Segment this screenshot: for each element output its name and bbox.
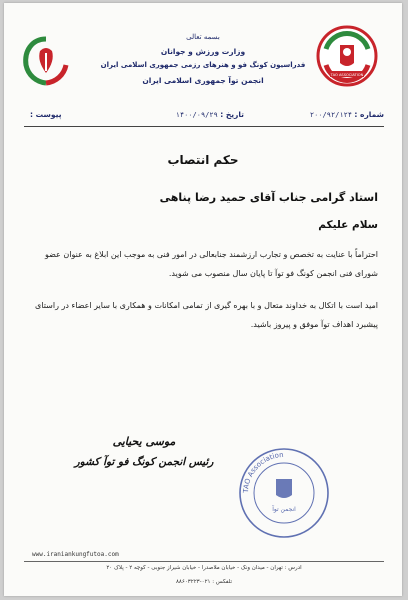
header-divider bbox=[24, 126, 384, 127]
footer-website[interactable]: www.iraniankungfutoa.com bbox=[32, 551, 119, 558]
footer-phone: تلفکس : ۰۲۱-۸۸۶۰۳۲۲۳ bbox=[175, 579, 233, 585]
number-label: شماره : bbox=[354, 110, 384, 119]
letterhead bbox=[4, 21, 402, 116]
letter-number bbox=[310, 110, 384, 119]
date-value: ۱۴۰۰/۰۹/۲۹ bbox=[175, 111, 218, 119]
stamp-ring-text: TAO Association bbox=[241, 450, 284, 494]
logo-caption: TAO ASSOCIATION bbox=[330, 73, 364, 77]
recipient: استاد گرامی جناب آقای حمید رضا پناهی bbox=[159, 191, 378, 204]
document-title: حکم انتصاب bbox=[167, 153, 239, 167]
tao-association-logo bbox=[316, 25, 378, 87]
footer-address: آدرس : تهران - میدان ونک - خیابان ملاصدرا - خیابان شیراز جنوبی - کوچه ۲ - پلاک ۲۰ bbox=[106, 565, 302, 571]
header-line-4: انجمن توآ جمهوری اسلامی ایران bbox=[142, 76, 264, 85]
official-stamp-icon bbox=[236, 445, 332, 541]
date-label: تاریخ : bbox=[220, 110, 244, 119]
ministry-emblem-icon bbox=[20, 35, 72, 87]
header-line-2: وزارت ورزش و جوانان bbox=[160, 47, 246, 56]
header-line-3: فدراسیون کونگ فو و هنرهای رزمی جمهوری اسلامی ایران bbox=[100, 61, 306, 69]
number-value: ۲۰۰/۹۲/۱۲۴ bbox=[309, 111, 353, 119]
body-paragraph-1: احتراماً با عنایت به تخصص و تجارب ارزشمند جنابعالی در امور فنی به موجب این ابلاغ به عنوان عضو شورای فنی انجمن کونگ فو توآ تا پایان سال منصوب می شوید. bbox=[44, 250, 378, 278]
letter-meta bbox=[26, 107, 384, 125]
letter-date bbox=[176, 110, 244, 119]
header-line-1: بسمه تعالی bbox=[186, 33, 220, 41]
letter-attachment bbox=[30, 110, 62, 119]
greeting: سلام علیکم bbox=[318, 219, 378, 231]
signatory-name: موسی یحیایی bbox=[112, 435, 176, 448]
document-page bbox=[4, 3, 402, 596]
footer-divider bbox=[24, 561, 384, 562]
body-paragraph-2: امید است با اتکال به خداوند متعال و با بهره گیری از تمامی امکانات و همکاری با سایر اعضاء در راستای پیشبرد اهداف توآ موفق و پیروز باشید. bbox=[35, 301, 378, 329]
signatory-position: رئیس انجمن کونگ فو توآ کشور bbox=[74, 456, 214, 468]
attachment-label: پیوست : bbox=[30, 110, 62, 119]
signature-block bbox=[64, 435, 224, 468]
stamp-inner-text: انجمن توآ bbox=[272, 506, 296, 513]
